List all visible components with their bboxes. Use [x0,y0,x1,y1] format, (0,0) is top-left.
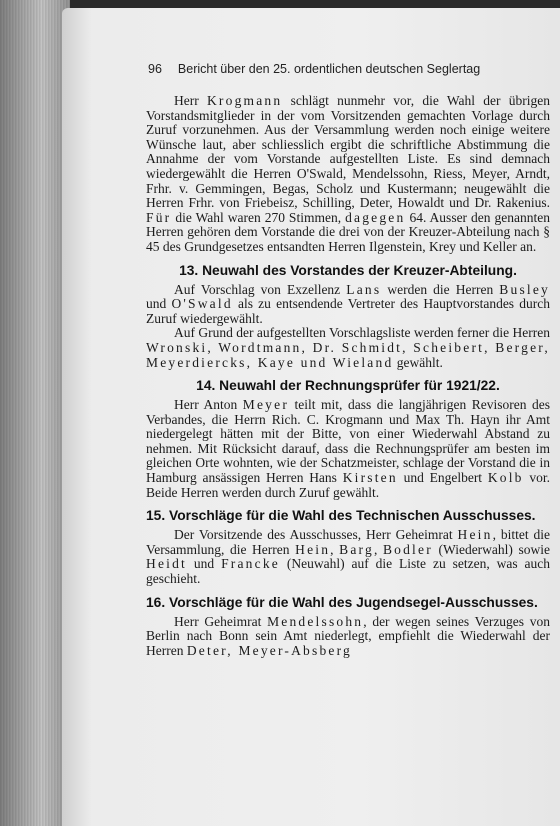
text-run: gewählt. [393,354,443,370]
spaced-name-meyer: Meyer [242,397,290,413]
text-run: Herr [174,93,207,108]
text-run: Der Vorsitzende des Ausschusses, Herr Geheimrat [174,527,458,543]
section-13-heading: 13. Neuwahl des Vorstandes der Kreuzer-Abteilung. [179,262,517,278]
text-run: Herr Anton [174,397,243,413]
section-15-paragraph [146,528,550,586]
spaced-word-fuer: Für [146,209,172,225]
spaced-word-dagegen: dagegen [345,209,406,225]
section-16-heading: 16. Vorschläge für die Wahl des Jugendsegel-Ausschusses. [146,594,538,610]
book-edge-shadow [0,0,70,826]
running-head [148,62,548,76]
text-run: , [330,541,340,557]
text-run: Herr Geheimrat [174,613,268,629]
page-body [146,94,550,658]
text-run: teilt mit, dass die langjährigen Revisoren des Verbandes, die Herrn Rich. C. Krogmann und Max Th. Hayn ihr Amt niedergelegt hätten mit der Bitte, von einer Wiederwahl Abstand zu nehmen. Mit Rücksicht darauf, dass die Rechnungsprüfer am besten im gleichen Orte wohnten, wie der Schatzmeister, schlage der Vorstand die in Hamburg ansässigen Herren Hans [146,397,550,486]
spaced-name-krogmann: Krogmann [206,93,283,108]
text-run: die Wahl waren 270 Stimmen, [171,209,346,225]
text-run: Auf Grund der aufgestellten Vorschlagsliste werden ferner die Herren [174,325,550,341]
section-16-paragraph [146,615,550,659]
text-run: 64. Ausser den genannten Herren gehören dem Vorstande die drei von der Kreuzer-Abteilung nach § 45 des Grundgesetzes entsandten Herren Ilgenstein, Krey und Keller an. [146,209,551,254]
page-number: 96 [148,62,162,76]
spaced-name-barg: Barg [339,541,374,557]
spaced-name-francke: Francke [221,556,280,572]
paragraph-board-election [146,94,550,255]
spaced-names-list: Deter, Meyer-Absberg [186,642,353,658]
section-14-heading: 14. Neuwahl der Rechnungsprüfer für 1921/22. [196,378,500,394]
spaced-name-oswald: O'Swald [171,296,233,312]
text-run: , bittet die Versammlung, die Herren [146,527,550,557]
text-run: werden die Herren [381,281,500,297]
spaced-names-list: Wronski, Wordtmann, Dr. Schmidt, Scheibert, Berger, Meyerdiercks, Kaye und Wieland [146,339,550,370]
spaced-name-bodler: Bodler [382,541,433,557]
text-run: , der wegen seines Verzuges von Berlin nach Bonn sein Amt niederlegt, empfiehlt die Wiederwahl der Herren [146,613,550,658]
text-run: und [146,296,172,312]
spaced-name-busley: Busley [499,281,550,297]
spaced-name-heidt: Heidt [146,556,187,572]
spaced-name-lans: Lans [346,281,382,297]
text-run: vor. Beide Herren werden durch Zuruf gewählt. [146,470,550,500]
text-run: (Neuwahl) auf die Liste zu setzen, was auch geschieht. [146,556,551,587]
text-run: als zu entsendende Vertreter des Hauptvorstandes durch Zuruf wiedergewählt. [146,296,550,326]
section-14-paragraph [146,398,550,500]
spaced-name-mendelssohn: Mendelssohn [267,613,364,629]
text-run: Auf Vorschlag von Exzellenz [174,281,347,297]
spaced-name-kolb: Kolb [487,470,524,486]
spaced-name-hein: Hein [457,527,493,543]
section-13-paragraph-1 [146,283,550,327]
running-title: Bericht über den 25. ordentlichen deutschen Seglertag [177,62,481,76]
section-13-paragraph-2 [146,326,550,370]
spaced-name-hein: Hein [295,541,331,557]
section-15-heading: 15. Vorschläge für die Wahl des Technischen Ausschusses. [146,508,536,524]
spaced-name-kirsten: Kirsten [342,470,398,486]
text-run: (Wiederwahl) sowie [432,541,551,557]
text-run: schlägt nunmehr vor, die Wahl der übrigen Vorstandsmitglieder in der vom Vorsitzenden gemachten Vorlage durch Zuruf vorzunehmen. Aus der Versammlung werden noch einige weitere Wünsche laut, aber schliesslich ergibt die schriftliche Abstimmung die Annahme der vom Vorstande aufgestellten Liste. Es sind demnach wiedergewählt die Herren O'Swald, Mendelssohn, Riess, Meyer, Arndt, Frhr. v. Gemmingen, Begas, Scholz und Kustermann; neugewählt die Herren Frhr. von Friebeisz, Schilling, Deter, Howaldt und Dr. Rakenius. [146,93,550,211]
text-run: und Engelbert [397,470,488,486]
text-run: , [373,541,383,557]
text-run: und [187,556,222,572]
